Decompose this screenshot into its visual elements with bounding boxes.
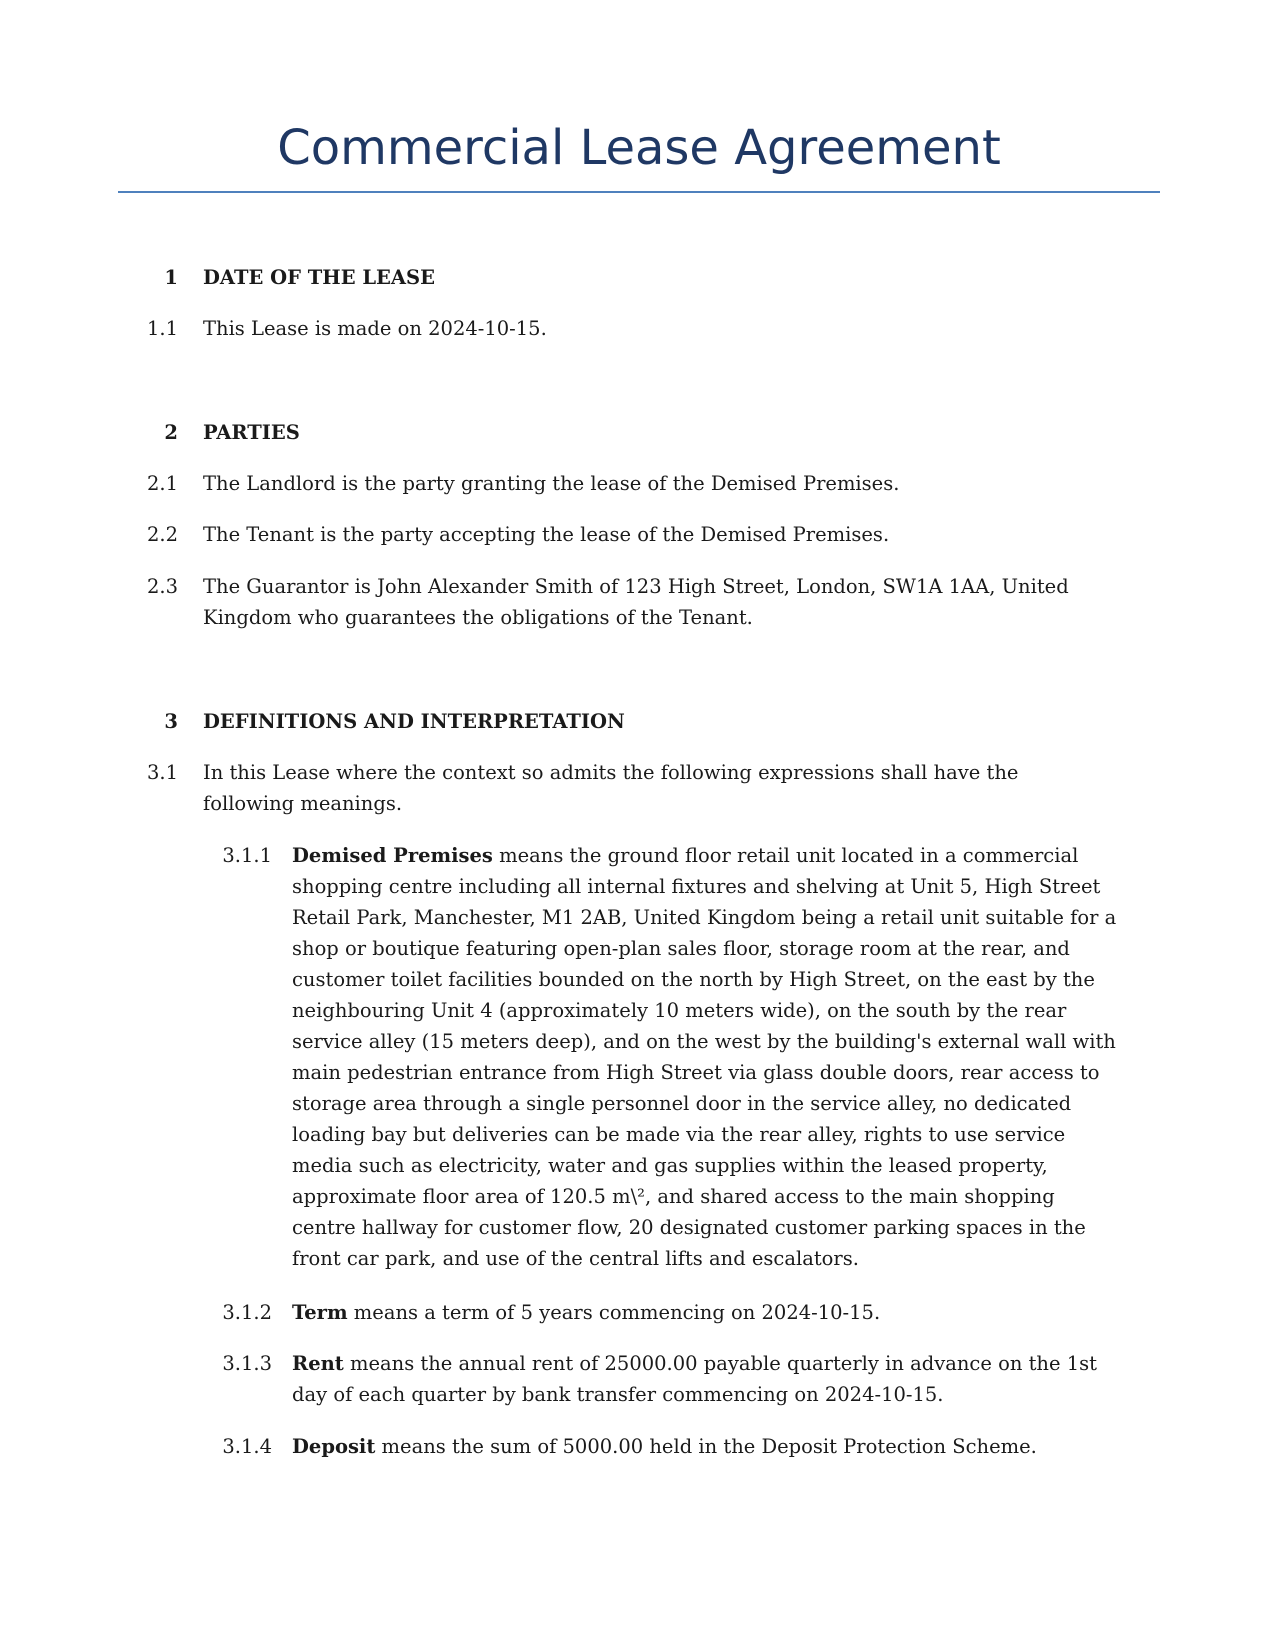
definition-number: 3.1.3 [222, 1352, 272, 1375]
paragraph-number: 2.1 [146, 472, 178, 495]
document-title: Commercial Lease Agreement [277, 120, 1001, 176]
section-number: 1 [164, 266, 178, 289]
definition-text [292, 1431, 1120, 1462]
paragraph-text: The Tenant is the party accepting the lease of the Demised Premises. [203, 523, 890, 546]
definition-body: means the sum of 5000.00 held in the Deposit Protection Scheme. [375, 1435, 1037, 1458]
paragraph-number: 2.2 [146, 523, 178, 546]
definition-term: Demised Premises [292, 844, 493, 867]
paragraph-text: This Lease is made on 2024-10-15. [203, 317, 547, 340]
definition-body: means the ground floor retail unit located in a commercial shopping centre including all internal fixtures and shelving at Unit 5, High Street Retail Park, Manchester, M1 2AB, United Kingdom being a retail unit suitable for a shop or boutique featuring open-plan sales floor, storage room at the rear, and customer toilet facilities bounded on the north by High Street, on the east by the neighbouring Unit 4 (approximately 10 meters wide), on the south by the rear service alley (15 meters deep), and on the west by the building's external wall with main pedestrian entrance from High Street via glass double doors, rear access to storage area through a single personnel door in the service alley, no dedicated loading bay but deliveries can be made via the rear alley, rights to use service media such as electricity, water and gas supplies within the leased property, approximate floor area of 120.5 m\², and shared access to the main shopping centre hallway for customer flow, 20 designated customer parking spaces in the front car park, and use of the central lifts and escalators. [292, 844, 1117, 1270]
definition-number: 3.1.2 [222, 1301, 272, 1324]
paragraph-text: The Guarantor is John Alexander Smith of 123 High Street, London, SW1A 1AA, United Kingdom who guarantees the obligations of the Tenant. [203, 575, 1069, 629]
paragraph-number: 1.1 [146, 317, 178, 340]
definition-number: 3.1.4 [222, 1435, 272, 1458]
paragraph-text: The Landlord is the party granting the lease of the Demised Premises. [203, 472, 900, 495]
paragraph-text: In this Lease where the context so admits the following expressions shall have the following meanings. [203, 761, 1019, 815]
definition-body: means the annual rent of 25000.00 payable quarterly in advance on the 1st day of each quarter by bank transfer commencing on 2024-10-15. [292, 1352, 1097, 1406]
definition-text [292, 840, 1120, 1274]
definition-term: Deposit [292, 1435, 376, 1458]
definition-term: Rent [292, 1352, 344, 1375]
section-title: DATE OF THE LEASE [203, 266, 435, 289]
definition-number: 3.1.1 [222, 844, 272, 867]
title-underline [118, 191, 1160, 193]
section-number: 2 [164, 421, 178, 444]
definition-body: means a term of 5 years commencing on 2024-10-15. [347, 1301, 881, 1324]
paragraph-number: 2.3 [146, 575, 178, 598]
paragraph-number: 3.1 [146, 761, 178, 784]
definition-term: Term [292, 1301, 348, 1324]
section-title: DEFINITIONS AND INTERPRETATION [203, 710, 625, 733]
definition-text [292, 1297, 1120, 1328]
definition-text [292, 1348, 1120, 1410]
section-number: 3 [164, 710, 178, 733]
section-title: PARTIES [203, 421, 300, 444]
